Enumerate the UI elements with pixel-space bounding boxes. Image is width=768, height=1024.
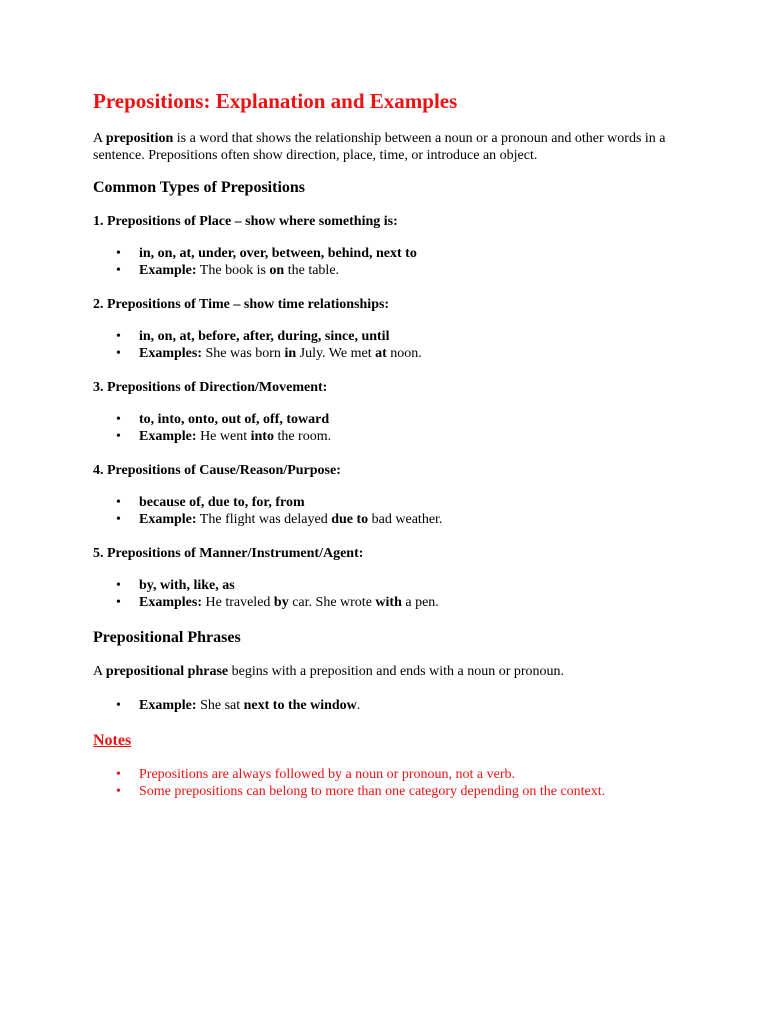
section-list-time — [93, 328, 728, 362]
list-item — [93, 511, 728, 528]
example-preposition: in — [284, 346, 297, 361]
example-text: noon. — [386, 346, 422, 361]
list-item — [93, 345, 728, 362]
page-title: Prepositions: Explanation and Examples — [93, 89, 458, 113]
list-item — [93, 494, 728, 511]
example-label: Examples: — [139, 346, 202, 361]
phrases-rest: begins with a preposition and ends with a noun or pronoun. — [228, 664, 565, 679]
list-item — [93, 594, 728, 611]
section-list-place — [93, 245, 728, 279]
phrases-paragraph — [93, 663, 728, 680]
list-item — [93, 411, 728, 428]
note-item — [93, 783, 728, 800]
note-text: Prepositions are always followed by a noun or pronoun, not a verb. — [139, 767, 515, 782]
example-text: He went — [196, 429, 251, 444]
bullet-icon: • — [116, 263, 121, 278]
list-item — [93, 697, 728, 714]
example-text: bad weather. — [368, 512, 443, 527]
example-text: . — [356, 698, 361, 713]
example-preposition: into — [250, 429, 274, 444]
preposition-words: in, on, at, before, after, during, since, until — [139, 329, 390, 344]
list-item — [93, 262, 728, 279]
example-label: Example: — [139, 263, 197, 278]
section-heading-place: 1. Prepositions of Place – show where something is: — [93, 214, 398, 229]
example-preposition: by — [273, 595, 289, 610]
example-text: He traveled — [202, 595, 274, 610]
list-item — [93, 577, 728, 594]
bullet-icon: • — [116, 429, 121, 444]
bullet-icon: • — [116, 495, 121, 510]
example-label: Example: — [139, 429, 197, 444]
section-list-manner — [93, 577, 728, 611]
example-label: Examples: — [139, 595, 202, 610]
note-text: Some prepositions can belong to more than one category depending on the context. — [139, 784, 606, 799]
notes-heading: Notes — [93, 732, 132, 749]
example-text: car. She wrote — [288, 595, 376, 610]
example-preposition: with — [375, 595, 402, 610]
bullet-icon: • — [116, 767, 121, 782]
list-item — [93, 245, 728, 262]
preposition-words: by, with, like, as — [139, 578, 235, 593]
list-item — [93, 428, 728, 445]
bullet-icon: • — [116, 412, 121, 427]
bullet-icon: • — [116, 595, 121, 610]
example-text: The flight was delayed — [196, 512, 332, 527]
phrases-lead: A — [93, 664, 106, 679]
example-text: She was born — [202, 346, 285, 361]
bullet-icon: • — [116, 512, 121, 527]
example-text: the table. — [284, 263, 340, 278]
bullet-icon: • — [116, 346, 121, 361]
notes-list — [93, 766, 728, 800]
phrases-heading: Prepositional Phrases — [93, 629, 241, 646]
preposition-words: to, into, onto, out of, off, toward — [139, 412, 330, 427]
list-item — [93, 328, 728, 345]
example-preposition: next to the window — [243, 698, 357, 713]
section-heading-time: 2. Prepositions of Time – show time relationships: — [93, 297, 390, 312]
intro-term: preposition — [105, 131, 174, 146]
example-text: a pen. — [401, 595, 439, 610]
section-list-cause — [93, 494, 728, 528]
phrases-term: prepositional phrase — [105, 664, 229, 679]
example-preposition: due to — [331, 512, 369, 527]
section-heading-direction: 3. Prepositions of Direction/Movement: — [93, 380, 328, 395]
intro-paragraph — [93, 130, 673, 164]
bullet-icon: • — [116, 246, 121, 261]
intro-rest: is a word that shows the relationship between a noun or a pronoun and other words in a sentence. Prepositions often show direction, place, time, or introduce an object. — [93, 131, 666, 163]
intro-lead: A — [93, 131, 106, 146]
note-item — [93, 766, 728, 783]
example-label: Example: — [139, 512, 197, 527]
bullet-icon: • — [116, 578, 121, 593]
section-heading-cause: 4. Prepositions of Cause/Reason/Purpose: — [93, 463, 341, 478]
example-text: the room. — [273, 429, 332, 444]
example-preposition: at — [375, 346, 387, 361]
bullet-icon: • — [116, 698, 121, 713]
example-text: The book is — [196, 263, 270, 278]
section-heading-manner: 5. Prepositions of Manner/Instrument/Agent: — [93, 546, 364, 561]
bullet-icon: • — [116, 784, 121, 799]
example-label: Example: — [139, 698, 197, 713]
example-text: July. We met — [296, 346, 376, 361]
example-preposition: on — [269, 263, 285, 278]
phrases-example-list — [93, 697, 728, 714]
bullet-icon: • — [116, 329, 121, 344]
section-list-direction — [93, 411, 728, 445]
preposition-words: in, on, at, under, over, between, behind, next to — [139, 246, 417, 261]
preposition-words: because of, due to, for, from — [139, 495, 305, 510]
example-text: She sat — [196, 698, 244, 713]
types-heading: Common Types of Prepositions — [93, 179, 306, 196]
